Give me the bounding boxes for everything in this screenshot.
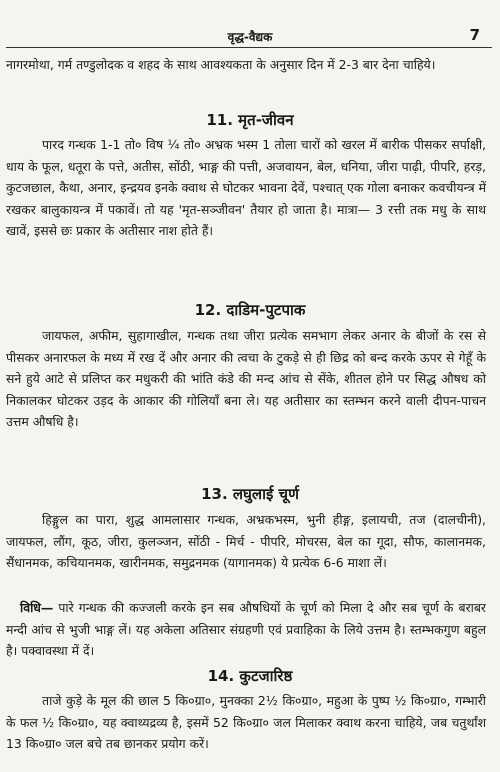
method-text: पारे गन्धक की कज्जली करके इन सब औषधियों के चूर्ण को मिला दे और सब चूर्ण के बराबर मन्दी आंच से भुजी भाङ्ग लें। यह अकेला अतिसार संग्रहणी एवं प्रवाहिका के लिये उत्तम है। स्तम्भकगुण बहुल है। पक्वावस्था में दें। [6, 600, 486, 658]
section-12-paragraph: जायफल, अफीम, सुहागाखील, गन्धक तथा जीरा प्रत्येक समभाग लेकर अनार के बीजों के रस से पीसकर अनारफल के मध्य में रख दें और अनार की त्वचा के टुकड़े से ही छिद्र को बन्द करके ऊपर से गेहूँ के सने हुये आटे से प्रलिप्त कर मधुकरी की भांति कंडे की मन्द आंच से सेंके, शीतल होने पर सिद्ध औषध को निकालकर घोटकर उड़द के आकार की गोलियाँ बना ले। यह अतीसार का स्तम्भन करने वाली दीपन-पाचन उत्तम औषधि है। [6, 328, 486, 429]
section-heading-14: 14. कुटजारिष्ठ [207, 667, 293, 685]
section-13-method [6, 597, 486, 662]
running-title: वृद्ध-वैद्यक [227, 30, 273, 44]
intro-paragraph: नागरमोथा, गर्म तण्डुलोदक व शहद के साथ आवश्यकता के अनुसार दिन में 2-3 बार देना चाहिये। [6, 57, 436, 72]
section-heading-12: 12. दाडिम-पुटपाक [194, 301, 306, 319]
section-11-paragraph: पारद गन्धक 1-1 तो० विष ¼ तो० अभ्रक भस्म 1 तोला चारों को खरल में बारीक पीसकर सर्पाक्षी, धाय के फूल, धतूरा के पत्ते, अतीस, सोंठी, भाङ्ग की पत्ती, अजवायन, बेल, धनिया, जीरा पाढ़ी, पीपरि, हरड़, कुटजछाल, कैथा, अनार, इन्द्रयव इनके क्वाथ से घोटकर भावना देवें, पश्चात् एक गोला बनाकर कवचीयन्त्र में रखकर बालुकायन्त्र में पकावें। तो यह 'मृत-सञ्जीवन' तैयार हो जाता है। मात्रा— 3 रत्ती तक मधु के साथ खावें, इससे छः प्रकार के अतीसार नाश होते हैं। [6, 137, 486, 238]
section-heading-13: 13. लघुलाई चूर्ण [201, 485, 299, 503]
page-number: 7 [469, 26, 480, 44]
section-13-paragraph: हिङ्गुल का पारा, शुद्ध आमलासार गन्धक, अभ्रकभस्म, भुनी हीङ्ग, इलायची, तज (दालचीनी), जायफल, लौंग, कूठ, जीरा, कुलञ्जन, सोंठी - मिर्च - पीपरि, मोचरस, बेल का गूदा, सौफ, कालानमक, सैंधानमक, कचियानमक, खारीनमक, समुद्रनमक (यागानमक) ये प्रत्येक 6-6 माशा लें। [6, 512, 486, 570]
page-header [0, 26, 500, 48]
section-heading-11: 11. मृत-जीवन [206, 111, 294, 129]
method-label: विधि— [20, 600, 54, 615]
header-rule [6, 47, 492, 48]
section-14-paragraph: ताजे कुड़े के मूल की छाल 5 कि०ग्रा०, मुनक्का 2½ कि०ग्रा०, महुआ के पुष्प ½ कि०ग्रा०, गम्भारी के फल ½ कि०ग्रा०, यह क्वाथ्यद्रव्य है, इसमें 52 कि०ग्रा० जल मिलाकर क्वाथ करना चाहिये, जब चतुर्थांश 13 कि०ग्रा० जल बचे तब छानकर प्रयोग करें। [6, 693, 486, 751]
